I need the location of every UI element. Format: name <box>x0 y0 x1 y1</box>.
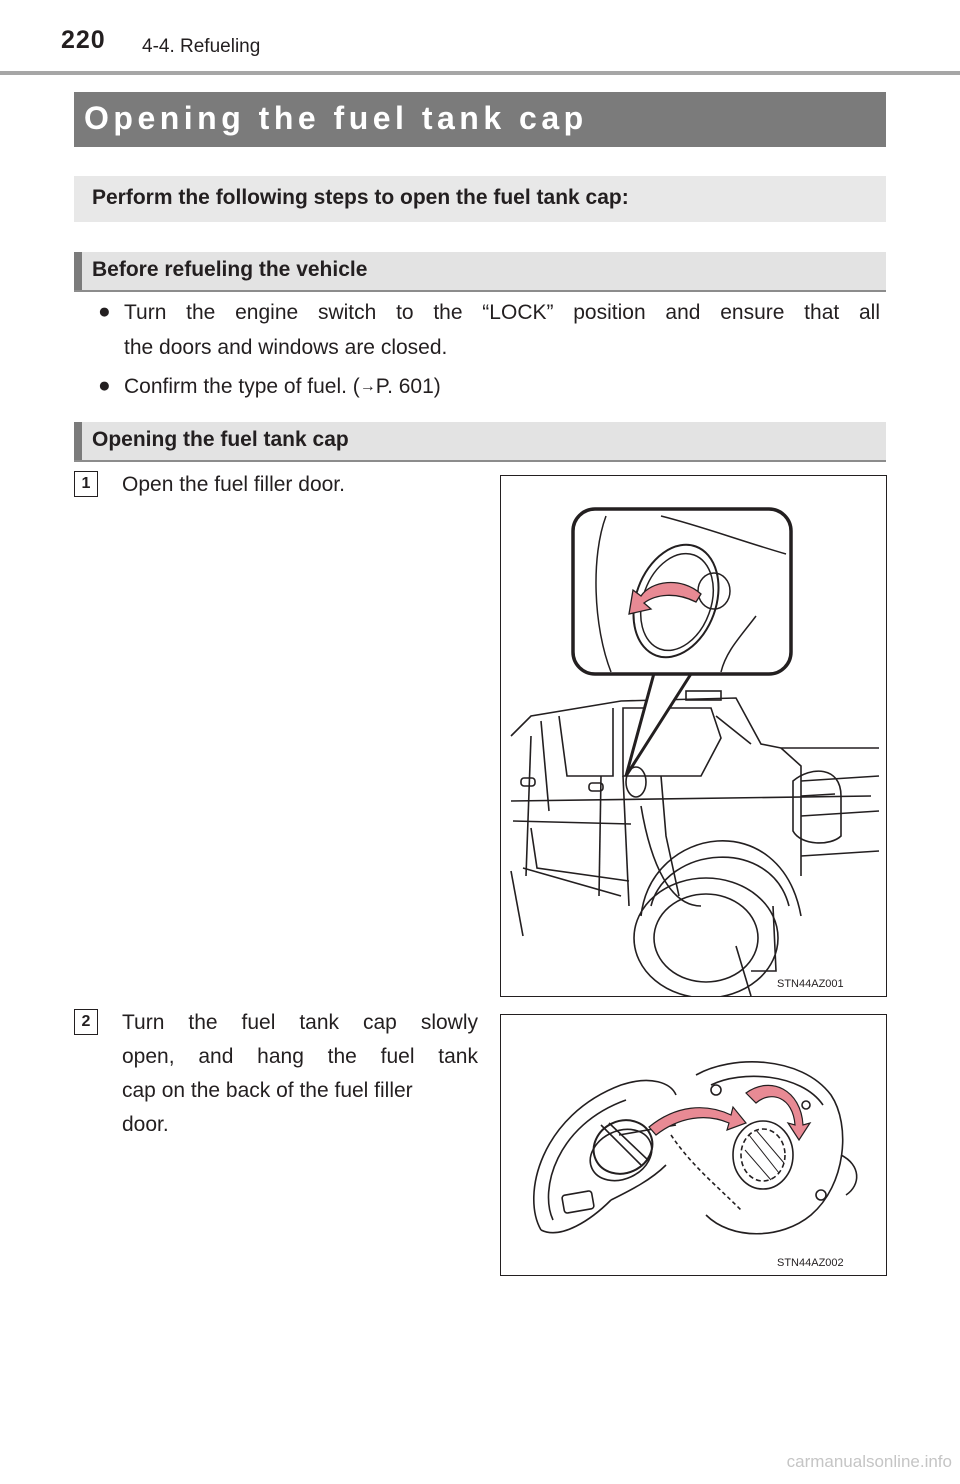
step-2-text-line-4: door. <box>122 1113 169 1136</box>
figure-fuel-filler-door <box>500 475 887 997</box>
subheading-label: Opening the fuel tank cap <box>92 428 349 451</box>
step-2-text-line-2: open, and hang the fuel tank <box>122 1045 478 1068</box>
subheading-before-refueling <box>74 252 886 292</box>
subheading-label: Before refueling the vehicle <box>92 258 368 281</box>
figure-fuel-cap <box>500 1014 887 1276</box>
hang-cap-arrow-icon <box>649 1107 746 1135</box>
page-reference-link[interactable]: P. 601 <box>375 375 434 398</box>
step-1-text: Open the fuel filler door. <box>122 473 345 496</box>
bullet-text <box>124 370 441 404</box>
truck-fuel-door-illustration <box>501 476 886 996</box>
subheading-opening-cap <box>74 422 886 462</box>
bullet-icon: ● <box>98 374 111 397</box>
header-divider <box>0 71 960 75</box>
figure-code: STN44AZ001 <box>777 978 844 990</box>
step-number-1: 1 <box>74 471 98 497</box>
intro-text: Perform the following steps to open the fuel tank cap: <box>92 186 629 209</box>
page-title-bar <box>74 92 886 147</box>
arrow-right-icon: → <box>359 378 376 395</box>
watermark: carmanualsonline.info <box>786 1452 952 1471</box>
page-title: Opening the fuel tank cap <box>84 100 588 136</box>
fuel-cap-illustration <box>501 1015 886 1275</box>
figure-code: STN44AZ002 <box>777 1257 844 1269</box>
step-2-text-line-3: cap on the back of the fuel filler <box>122 1079 413 1102</box>
intro-box <box>74 176 886 222</box>
page-number: 220 <box>61 26 106 54</box>
bullet-text-close: ) <box>433 375 441 398</box>
bullet-icon: ● <box>98 300 111 323</box>
turn-cap-arrow-icon <box>746 1085 810 1140</box>
bullet-text-continued: the doors and windows are closed. <box>124 336 448 359</box>
step-2-text-line-1: Turn the fuel tank cap slowly <box>122 1011 478 1034</box>
section-reference: 4-4. Refueling <box>142 36 261 57</box>
step-number-2: 2 <box>74 1009 98 1035</box>
bullet-text: Turn the engine switch to the “LOCK” position and ensure that all <box>124 301 880 324</box>
bullet-text-main: Confirm the type of fuel. ( <box>124 375 360 398</box>
